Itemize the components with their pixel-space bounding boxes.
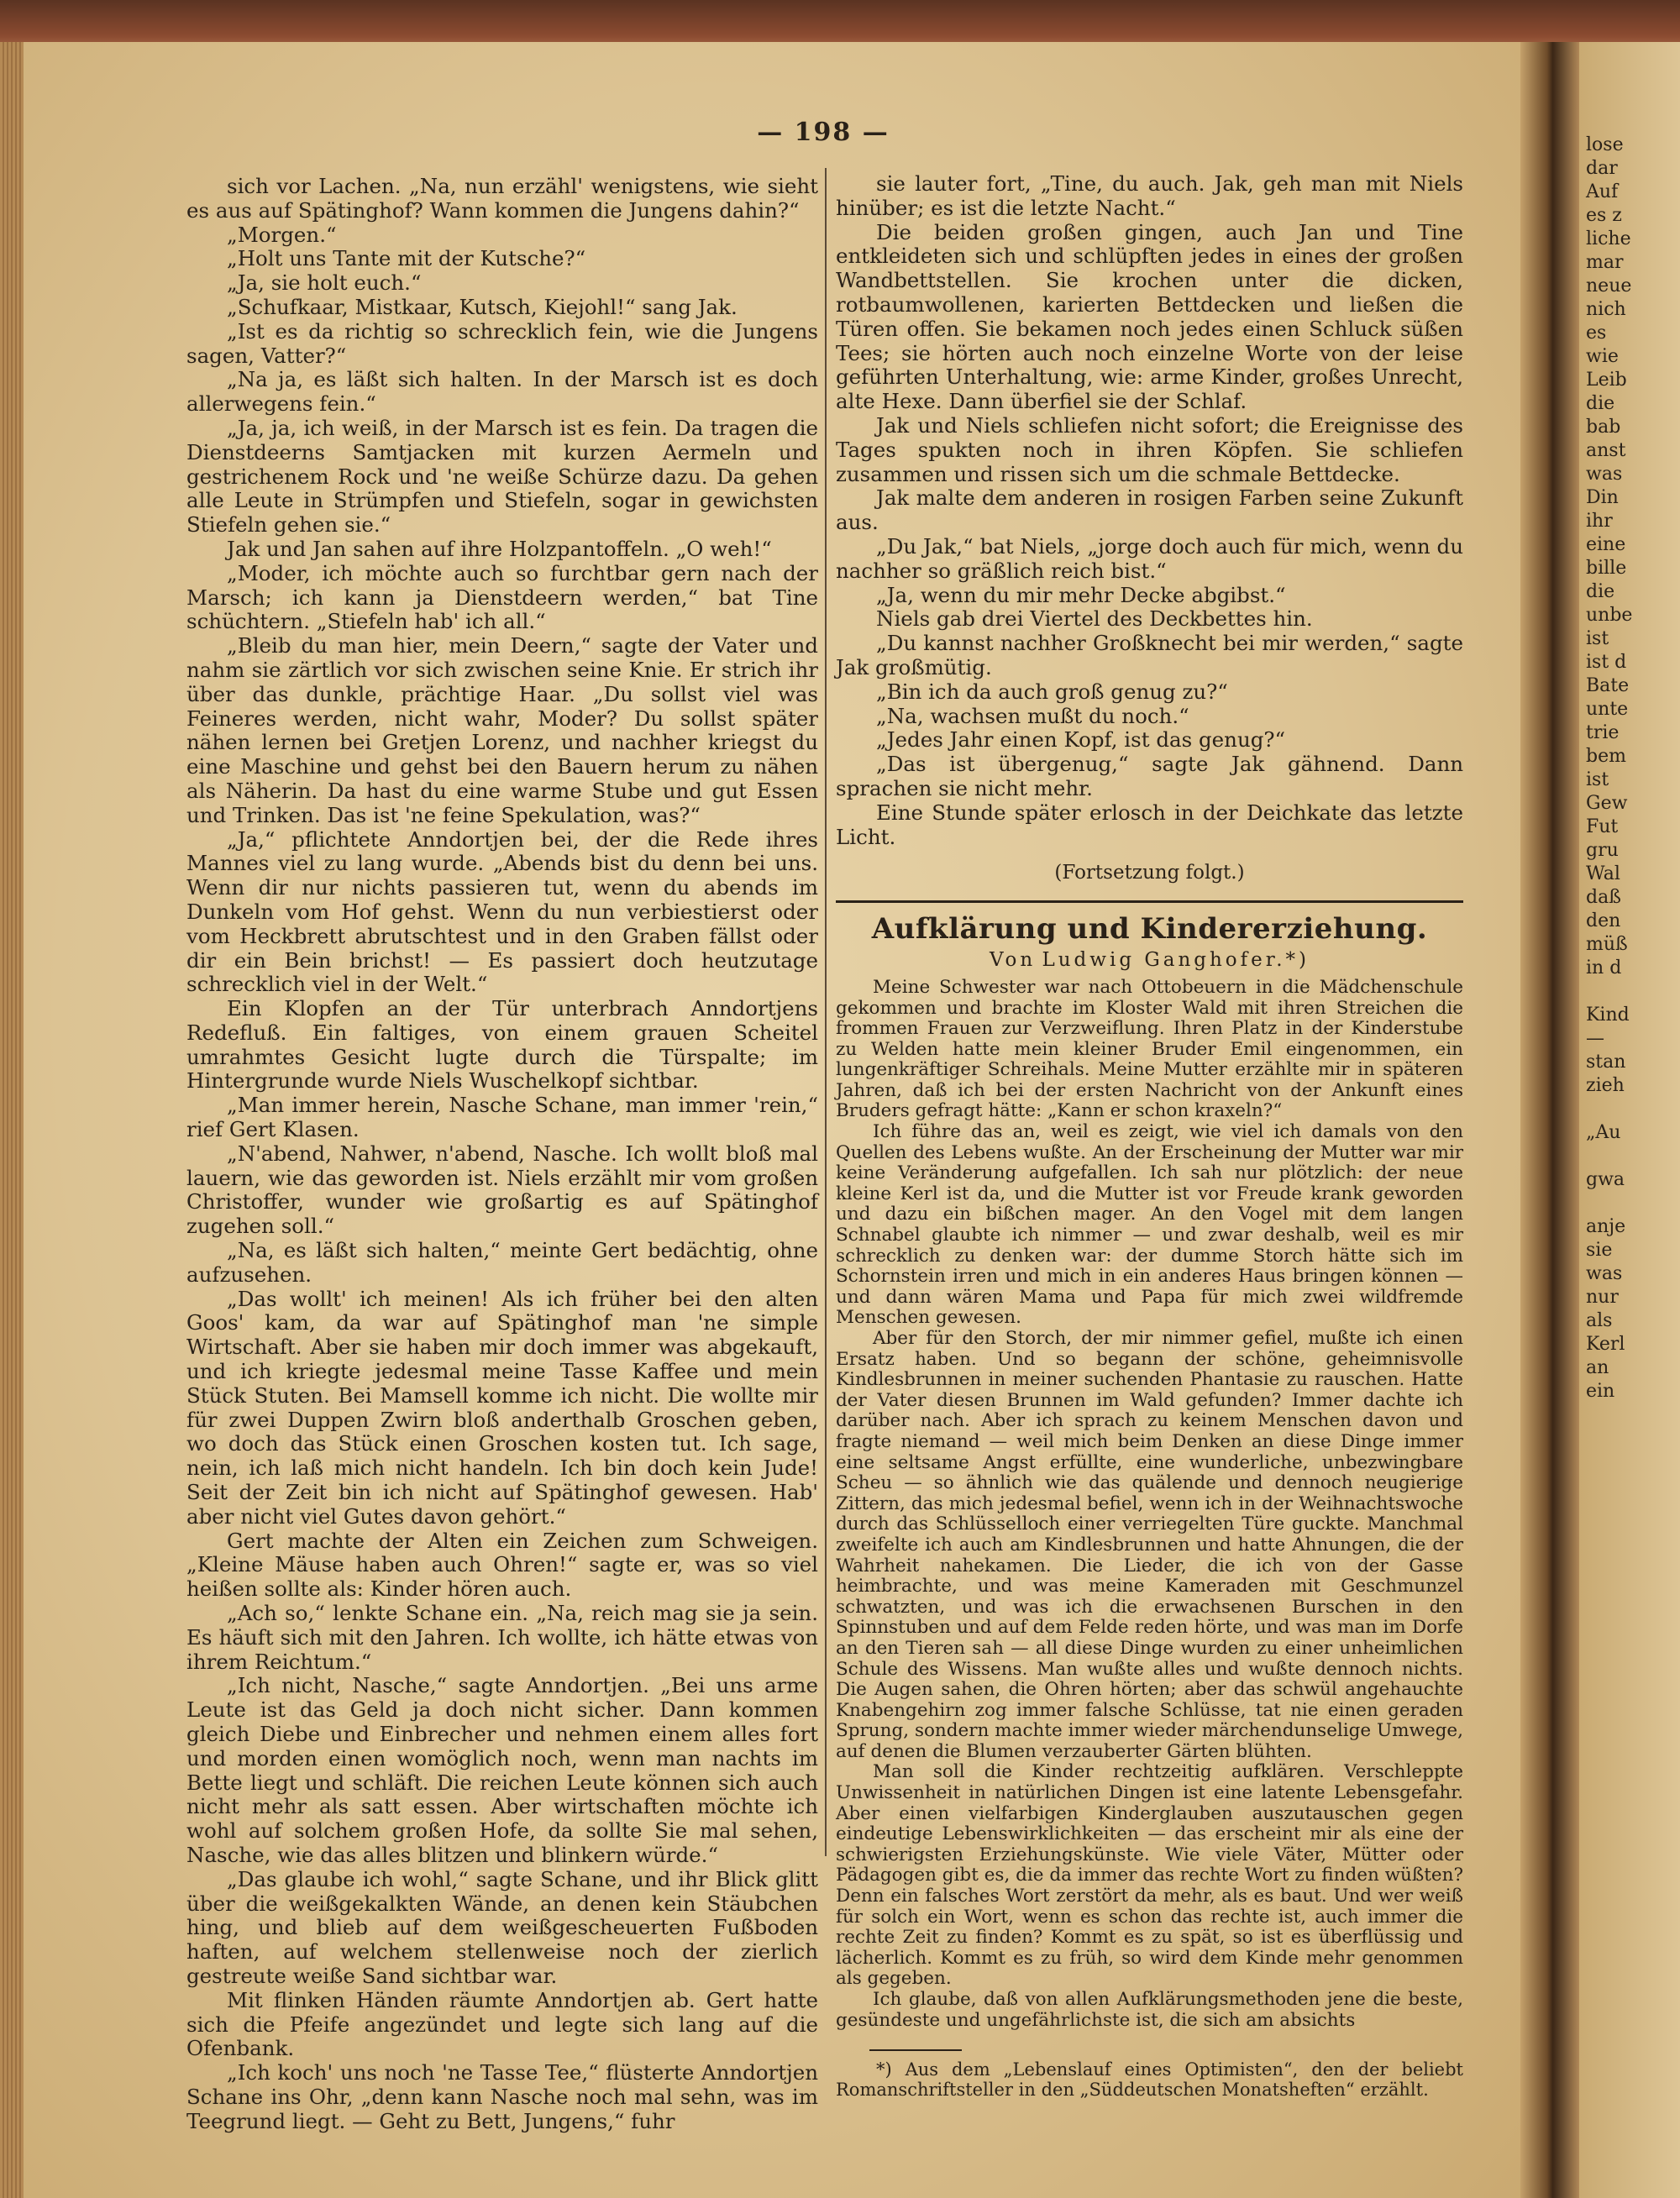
adjacent-page-line [1586,1146,1680,1169]
article-paragraph: Aber für den Storch, der mir nimmer gefiel, mußte ich einen Ersatz haben. Und so begann der schöne, geheimnisvolle Kindlesbrunnen in meiner suchenden Phantasie zu rauschen. Hatte der Vater diesen Brunnen im Wald gefunden? Immer dachte ich darüber nach. Aber ich sprach zu keinem Menschen davon und fragte niemand — weil mich beim Denken an diese Dinge immer eine seltsame Angst erfüllte, eine wunderliche, unbezwingbare Scheu — so ähnlich wie das quälende und dennoch neugierige Zittern, das mich jedesmal befiel, wenn ich in der Weihnachtswoche durch das Schlüsselloch einer verriegelten Türe guckte. Manchmal zweifelte ich auch am Kindlesbrunnen und hatte Ahnungen, die der Wahrheit nahekamen. Die Lieder, die ich von der Gasse heimbrachte, und was meine Kameraden mit Geschmunzel schwatzten, und was ich die erwachsenen Burschen in den Spinnstuben und auf dem Felde reden hörte, und was man im Dorfe an den Tieren sah — all diese Dinge wurden zu einer unheimlichen Schule des Wissens. Man wußte alles und wußte dennoch nichts. Die Augen sahen, die Ohren hörten; aber das schwül angehauchte Knabengehirn zog immer falsche Schlüsse, tat nie einen geraden Sprung, sondern machte immer wieder märchendunselige Umwege, auf denen die Blumen verzauberter Gärten blühten. [836,1328,1463,1762]
adjacent-page-line: den [1586,910,1621,931]
story-paragraph: „Na ja, es läßt sich halten. In der Marsch ist es doch allerwegens fein.“ [186,367,818,417]
adjacent-page-line: bem [1586,746,1626,767]
story-paragraph: Gert machte der Alten ein Zeichen zum Schweigen. „Kleine Mäuse haben auch Ohren!“ sagte er, was so viel heißen sollte als: Kinder hören auch. [186,1528,818,1602]
footnote-rule [869,2049,962,2051]
story-paragraph: Die beiden großen gingen, auch Jan und Tine entkleideten sich und schlüpften jedes in eines der großen Wandbettstellen. Sie krochen unter die dicken, rotbaumwollenen, karierten Bettdecken und ließen die Türen offen. Sie bekamen noch jedes einen Schluck süßen Tees; sie hörten auch noch einzelne Worte von der leise geführten Unterhaltung, wie: arme Kinder, großes Unrecht, alte Hexe. Dann überfiel sie der Schlaf. [836,219,1463,414]
adjacent-page-line: es z [1586,205,1622,226]
footnote: *) Aus dem „Lebenslauf eines Optimisten“, den der beliebt Romanschriftsteller in den „Süddeutschen Monatsheften“ erzählt. [836,2059,1463,2101]
story-paragraph: „Ja, sie holt euch.“ [227,270,422,296]
story-paragraph: sie lauter fort, „Tine, du auch. Jak, geh man mit Niels hinüber; es ist die letzte Nacht.“ [836,171,1463,220]
adjacent-page-line: anje [1586,1216,1626,1237]
story-paragraph: „Ja, ja, ich weiß, in der Marsch ist es fein. Da tragen die Dienstdeerns Samtjacken mit kurzen Aermeln und gestrichenem Rock und 'ne weiße Schürze dazu. Da gehen alle Leute in Strümpfen und Stiefeln, sogar in gewichsten Stiefeln gehen sie.“ [186,415,818,538]
adjacent-page-line: nich [1586,299,1626,320]
story-paragraph: „Ich nicht, Nasche,“ sagte Anndortjen. „Bei uns arme Leute ist das Geld ja doch nicht sicher. Dann kommen gleich Diebe und Einbrecher und nehmen einem alles fort und morden einen womöglich noch, wenn man nachts im Bette liegt und schläft. Die reichen Leute können sich auch nicht mehr als satt essen. Aber wirtschaften möchte ich wohl auf solchem großen Hofe, da sollte Sie mal sehen, Nasche, wie das alles blitzen und blinkern würde.“ [186,1673,818,1867]
story-paragraph: „Jedes Jahr einen Kopf, ist das genug?“ [876,727,1286,753]
story-paragraph: „Man immer herein, Nasche Schane, man immer 'rein,“ rief Gert Klasen. [186,1093,818,1142]
story-paragraph: „Bleib du man hier, mein Deern,“ sagte der Vater und nahm sie zärtlich vor sich zwischen seine Knie. Er strich ihr über das dunkle, prächtige Haar. „Du sollst viel was Feineres werden, nicht wahr, Moder? Du sollst später nähen lernen bei Gretjen Lorenz, und nachher kriegst du eine Maschine und gehst bei den Bauern herum zu nähen als Näherin. Da hast du eine warme Stube und gut Essen und Trinken. Das ist 'ne feine Spekulation, was?“ [186,633,818,827]
story-column-left [186,175,818,2134]
adjacent-page-line: daß [1586,887,1621,908]
story-paragraph: „Holt uns Tante mit der Kutsche?“ [227,246,586,271]
adjacent-page-line: Kerl [1586,1334,1625,1355]
author-name: Ludwig Ganghofer.*) [1042,949,1310,972]
adjacent-page-line: Kind [1586,1005,1630,1026]
story-paragraph: Niels gab drei Viertel des Deckbettes hin. [876,606,1313,632]
article-paragraph: Man soll die Kinder rechtzeitig aufklären. Verschleppte Unwissenheit in natürlichen Dingen ist eine latente Lebensgefahr. Aber einen vielfarbigen Kinderglauben auszutauschen gegen eindeutige Lebenswirklichkeiten — das erscheint mir als eine der schwierigsten Erziehungskünste. Wie viele Väter, Mütter oder Pädagogen gibt es, die da immer das rechte Wort zu finden wüßten? Denn ein falsches Wort zerstört da mehr, als es baut. Und wer weiß für solch ein Wort, wenn es schon das rechte ist, auch immer die rechte Zeit zu finden? Kommt es zu spät, so ist es überflüssig und lächerlich. Kommt es zu früh, so wird dem Kinde mehr genommen als gegeben. [836,1761,1463,1990]
book-page-edges [0,42,24,2198]
continuation-note: (Fortsetzung folgt.) [1054,862,1245,884]
headline-rule [836,900,1463,903]
story-continuation [836,172,1463,849]
story-paragraph: Jak malte dem anderen in rosigen Farben seine Zukunft aus. [836,485,1463,535]
adjacent-page-line: als [1586,1310,1613,1331]
right-column [836,172,1463,2100]
adjacent-page-line: es [1586,323,1607,344]
story-paragraph: „N'abend, Nahwer, n'abend, Nasche. Ich wollt bloß mal lauern, wie das geworden ist. Niels erzählt mir vom großen Christoffer, wunder wie großartig es auf Spätinghof zugehen soll.“ [186,1141,818,1239]
story-paragraph: „Morgen.“ [227,222,337,247]
adjacent-page-line: eine [1586,534,1626,555]
adjacent-page-line: ist [1586,628,1609,649]
adjacent-page-line: gru [1586,840,1619,861]
adjacent-page-top-spacer [1586,42,1680,134]
adjacent-page-line [1586,1193,1680,1216]
article-title: Aufklärung und Kindererziehung. [871,912,1428,947]
article-paragraph: Ich führe das an, weil es zeigt, wie viel ich damals von den Quellen des Lebens wußte. An der Erscheinung der Mutter war mir keine Veränderung aufgefallen. Ich sah nur plötzlich: der neue kleine Kerl ist da, und die Mutter ist vor Freude krank geworden und dazu ein bißchen mager. An den Vogel mit dem langen Schnabel glaubte ich nimmer — und zwar deshalb, weil es mir schrecklich zu denken war: der dumme Storch hätte sich im Schornstein irren und mich in ein anderes Haus bringen können — und dann wären Mama und Papa für mich zwei wildfremde Menschen gewesen. [836,1121,1463,1329]
adjacent-page-line: die [1586,393,1615,414]
story-paragraph: „Ja,“ pflichtete Anndortjen bei, der die Rede ihres Mannes viel zu lang wurde. „Abends bist du denn bei uns. Wenn dir nur nichts passieren tut, wenn du abends im Dunkeln vom Hof gehst. Wenn du nun verbiestierst oder vom Heckbrett abrutschtest und in den Graben fällst oder dir ein Bein brichst! — Es passiert doch heutzutage schrecklich viel in der Welt.“ [186,826,818,997]
story-paragraph: „Schufkaar, Mistkaar, Kutsch, Kiejohl!“ sang Jak. [227,294,738,319]
story-paragraph: „Das glaube ich wohl,“ sagte Schane, und ihr Blick glitt über die weißgekalkten Wände, an denen kein Stäubchen hing, und blieb auf dem weißgescheuerten Fußboden haften, auf welchem stellenweise noch der zierlich gestreute weiße Sand sichtbar war. [186,1866,818,1988]
adjacent-page-line: ihr [1586,511,1613,532]
adjacent-page-line: Fut [1586,816,1619,837]
adjacent-page-line: die [1586,581,1615,602]
adjacent-page-line: bille [1586,558,1627,579]
story-paragraph: sich vor Lachen. „Na, nun erzähl' wenigstens, wie sieht es aus auf Spätinghof? Wann kommen die Jungens dahin?“ [186,174,818,223]
story-paragraph: „Ach so,“ lenkte Schane ein. „Na, reich mag sie ja sein. Es häuft sich mit den Jahren. Ich wollte, ich hätte etwas von ihrem Reichtum.“ [186,1601,818,1674]
article-body [836,978,1463,2031]
adjacent-page-line: Din [1586,487,1619,508]
story-paragraph: „Na, es läßt sich halten,“ meinte Gert bedächtig, ohne aufzusehen. [186,1238,818,1287]
story-paragraph: Mit flinken Händen räumte Anndortjen ab. Gert hatte sich die Pfeife angezündet und legte sich lang auf die Ofenbank. [186,1987,818,2061]
byline-prefix: Von [989,949,1037,972]
adjacent-page-line: liche [1586,228,1631,249]
adjacent-page-line: neue [1586,275,1632,296]
adjacent-page-line: dar [1586,158,1618,179]
page-number: — 198 — [757,118,890,147]
adjacent-page-line: ist d [1586,652,1627,673]
story-paragraph: „Ich koch' uns noch 'ne Tasse Tee,“ flüsterte Anndortjen Schane ins Ohr, „denn kann Nasche noch mal sehn, was im Teegrund liegt. — Geht zu Bett, Jungens,“ fuhr [186,2060,818,2133]
adjacent-page-line: trie [1586,722,1620,743]
adjacent-page-line: in d [1586,957,1622,978]
adjacent-page-line [1586,981,1680,1005]
adjacent-page-fragment [1579,42,1680,2198]
story-paragraph: Jak und Niels schliefen nicht sofort; die Ereignisse des Tages spukten noch in ihren Köpfen. Sie schliefen zusammen und rissen sich um die schmale Bettdecke. [836,412,1463,486]
adjacent-page-line: Wal [1586,863,1620,884]
adjacent-page-line: ein [1586,1381,1615,1402]
story-paragraph: „Du kannst nachher Großknecht bei mir werden,“ sagte Jak großmütig. [836,631,1463,679]
story-paragraph: „Ja, wenn du mir mehr Decke abgibst.“ [876,582,1286,607]
story-paragraph: „Bin ich da auch groß genug zu?“ [876,679,1228,704]
adjacent-page-line: stan [1586,1052,1626,1073]
story-paragraph: „Ist es da richtig so schrecklich fein, wie die Jungens sagen, Vatter?“ [186,318,818,368]
book-gutter [1520,42,1579,2198]
story-paragraph: Jak und Jan sahen auf ihre Holzpantoffeln. „O weh!“ [227,536,772,561]
article-paragraph: Meine Schwester war nach Ottobeuern in die Mädchenschule gekommen und brachte im Kloster Wald mit ihren Streichen die frommen Frauen zur Verzweiflung. Ihren Platz in der Kinderstube zu Welden hatte mein kleiner Bruder Emil eingenommen, ein lungenkräftiger Schreihals. Meine Mutter erzählte mir in späteren Jahren, daß ich bei der ersten Nachricht von der Ankunft eines Bruders gefragt hätte: „Kann er schon kraxeln?“ [836,976,1463,1122]
article-byline [836,948,1463,973]
adjacent-page-line: „Au [1586,1122,1621,1143]
adjacent-page-line: Bate [1586,675,1630,696]
adjacent-page-line: was [1586,464,1623,485]
adjacent-page-line: anst [1586,440,1626,461]
adjacent-page-line: nur [1586,1287,1619,1308]
adjacent-page-line: — [1586,1028,1604,1049]
adjacent-page-line: sie [1586,1240,1613,1261]
adjacent-page-line: Gew [1586,793,1628,814]
story-paragraph: „Das wollt' ich meinen! Als ich früher bei den alten Goos' kam, da war auf Spätinghof man 'ne simple Wirtschaft. Aber sie haben mir doch immer was abgekauft, und ich kriegte jedesmal meine Tasse Kaffee und mein Stück Stuten. Bei Mamsell komme ich nicht. Die wollte mir für zwei Duppen Zwirn bloß anderthalb Groschen geben, wo doch das Stück einen Groschen kosten tut. Ich sage, nein, ich laß mich nicht handeln. Ich bin doch kein Jude! Seit der Zeit bin ich nicht auf Spätinghof gewesen. Hab' aber nicht viel Gutes davon gehört.“ [186,1286,818,1529]
adjacent-page-line: was [1586,1263,1623,1284]
story-paragraph: Ein Klopfen an der Tür unterbrach Anndortjens Redefluß. Ein faltiges, von einem grauen Scheitel umrahmtes Gesicht lugte durch die Türspalte; im Hintergrunde wurde Niels Wuschelkopf sichtbar. [186,996,818,1094]
adjacent-page-line: unte [1586,699,1629,720]
story-paragraph: „Moder, ich möchte auch so furchtbar gern nach der Marsch; ich kann ja Dienstdeern werden,“ bat Tine schüchtern. „Stiefeln hab' ich all.“ [186,560,818,634]
adjacent-page-line: bab [1586,417,1621,438]
adjacent-page-line: ist [1586,769,1609,790]
adjacent-page-line: wie [1586,346,1619,367]
adjacent-page-line: Leib [1586,370,1627,391]
adjacent-page-line: lose [1586,134,1624,155]
adjacent-page-line: Auf [1586,181,1619,202]
adjacent-page-line: mar [1586,252,1624,273]
story-paragraph: „Na, wachsen mußt du noch.“ [876,703,1189,728]
story-paragraph: „Das ist übergenug,“ sagte Jak gähnend. Dann sprachen sie nicht mehr. [836,752,1463,800]
adjacent-page-line: an [1586,1357,1609,1378]
story-paragraph: „Du Jak,“ bat Niels, „jorge doch auch für mich, wenn du nachher so gräßlich reich bist.“ [836,533,1463,583]
adjacent-page-line: unbe [1586,605,1633,626]
adjacent-page-line: zieh [1586,1075,1625,1096]
adjacent-page-line: gwa [1586,1169,1625,1190]
adjacent-page-line: müß [1586,934,1628,955]
story-paragraph: Eine Stunde später erlosch in der Deichkate das letzte Licht. [836,800,1463,849]
adjacent-page-line [1586,1099,1680,1122]
column-divider [825,168,827,1856]
article-paragraph: Ich glaube, daß von allen Aufklärungsmethoden jene die beste, gesündeste und ungefährlichste ist, die sich am absichts [836,1989,1463,2031]
